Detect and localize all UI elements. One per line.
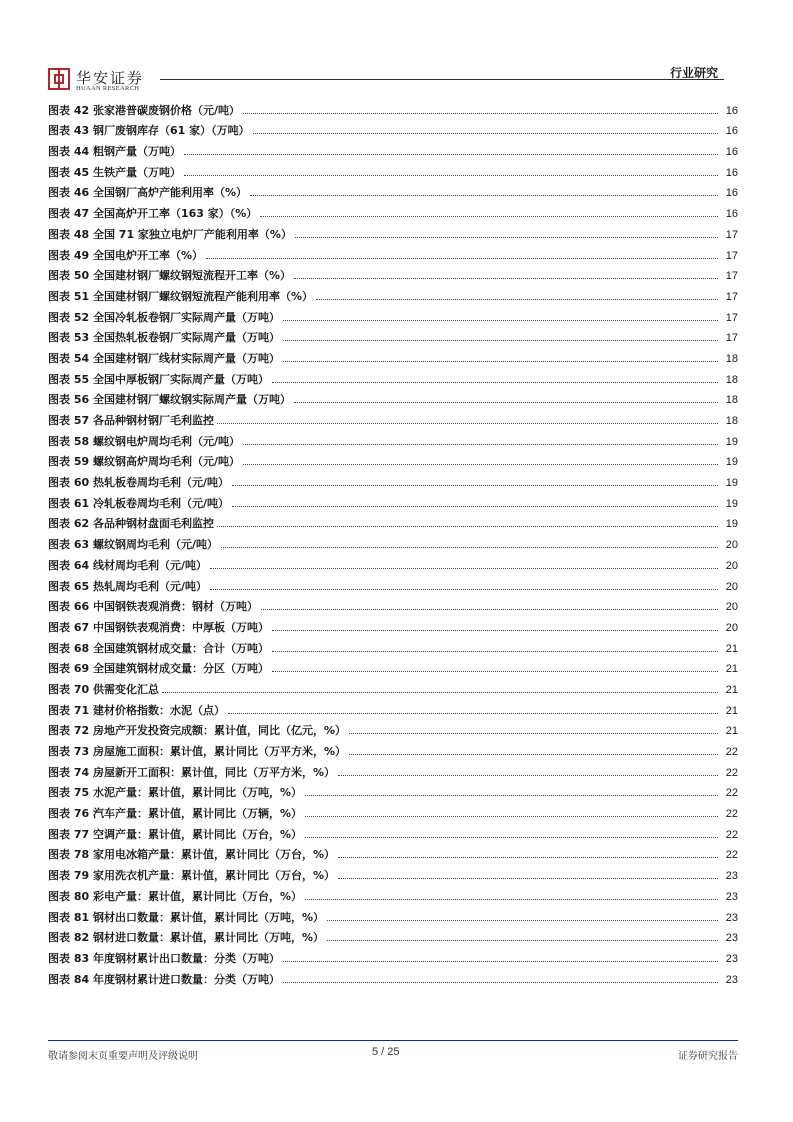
toc-entry[interactable] [48, 821, 738, 842]
toc-entry[interactable] [48, 263, 738, 284]
toc-entry[interactable] [48, 904, 738, 925]
dot-leader [250, 195, 718, 196]
toc-entry-page[interactable]: 23 [725, 973, 738, 986]
toc-entry-title[interactable]: 图表 46 全国钢厂高炉产能利用率（%） [48, 186, 247, 200]
dot-leader [294, 278, 718, 279]
toc-entry-page[interactable]: 17 [725, 270, 738, 283]
toc-entry-page[interactable]: 22 [725, 746, 738, 758]
dot-leader [162, 692, 718, 693]
toc-entry[interactable] [48, 159, 738, 180]
toc-entry-title[interactable]: 图表 72 房地产开发投资完成额：累计值，同比（亿元，%） [48, 724, 346, 738]
dot-leader [210, 589, 718, 590]
toc-entry-page[interactable]: 18 [725, 352, 738, 365]
toc-entry[interactable] [48, 635, 738, 656]
toc-entry-title[interactable]: 图表 52 全国冷轧板卷钢厂实际周产量（万吨） [48, 310, 280, 324]
toc-entry[interactable] [48, 221, 738, 242]
dot-leader [253, 133, 718, 134]
toc-entry-title[interactable]: 图表 78 家用电冰箱产量：累计值，累计同比（万台，%） [48, 848, 335, 862]
dot-leader [243, 444, 718, 445]
dot-leader [210, 568, 718, 569]
toc-entry-title[interactable]: 图表 57 各品种钢材钢厂毛利监控 [48, 414, 214, 427]
toc-entry-title[interactable]: 图表 80 彩电产量：累计值，累计同比（万台，%） [48, 889, 302, 903]
toc-entry[interactable] [48, 180, 738, 201]
dot-leader [272, 671, 718, 672]
toc-entry[interactable] [48, 531, 738, 552]
dot-leader [261, 609, 718, 610]
dot-leader [228, 713, 718, 714]
toc-entry[interactable] [48, 552, 738, 573]
toc-entry-title[interactable]: 图表 58 螺纹钢电炉周均毛利（元/吨） [48, 434, 240, 448]
dot-leader [206, 258, 718, 259]
toc-entry-page[interactable]: 16 [725, 187, 738, 200]
brand-name: 华安证券 [76, 69, 145, 87]
toc-entry[interactable] [48, 759, 738, 780]
toc-entry-page[interactable]: 23 [725, 890, 738, 903]
toc-entry-title[interactable]: 图表 69 全国建筑钢材成交量：分区（万吨） [48, 662, 269, 676]
dot-leader [184, 175, 718, 176]
dot-leader [305, 837, 718, 838]
toc-entry[interactable] [48, 366, 738, 387]
dot-leader [316, 299, 718, 300]
toc-entry-page[interactable]: 17 [725, 290, 738, 303]
toc-entry[interactable] [48, 925, 738, 946]
toc-entry-page[interactable]: 16 [725, 104, 738, 117]
toc-entry-page[interactable]: 17 [725, 228, 738, 241]
toc-entry-page[interactable]: 16 [725, 125, 738, 138]
dot-leader [305, 795, 718, 796]
toc-entry-title[interactable]: 图表 53 全国热轧板卷钢厂实际周产量（万吨） [48, 331, 280, 345]
toc-entry[interactable] [48, 490, 738, 511]
toc-entry[interactable] [48, 511, 738, 532]
toc-entry[interactable] [48, 200, 738, 221]
page-header [48, 64, 724, 94]
toc-entry-page[interactable]: 18 [725, 415, 738, 427]
toc-entry-page[interactable]: 21 [725, 663, 738, 676]
toc-entry-page[interactable]: 21 [725, 704, 738, 717]
footer-doc-type: 证券研究报告 [678, 1051, 738, 1062]
toc-entry[interactable] [48, 966, 738, 987]
dot-leader [272, 382, 718, 383]
toc-entry-title[interactable]: 图表 73 房屋施工面积：累计值，累计同比（万平方米，%） [48, 745, 346, 758]
toc-entry-page[interactable]: 23 [725, 932, 738, 945]
dot-leader [217, 526, 718, 527]
toc-entry[interactable] [48, 676, 738, 697]
toc-entry-title[interactable]: 图表 54 全国建材钢厂线材实际周产量（万吨） [48, 351, 280, 365]
toc-entry-page[interactable]: 22 [725, 828, 738, 841]
toc-entry-page[interactable]: 16 [725, 146, 738, 159]
toc-entry[interactable] [48, 883, 738, 904]
toc-entry-page[interactable]: 23 [725, 870, 738, 883]
toc-entry-page[interactable]: 17 [725, 332, 738, 345]
toc-entry[interactable] [48, 614, 738, 635]
toc-entry-page[interactable]: 18 [725, 373, 738, 386]
toc-entry-page[interactable]: 19 [725, 497, 738, 510]
toc-entry[interactable] [48, 407, 738, 428]
toc-entry-title[interactable]: 图表 63 螺纹钢周均毛利（元/吨） [48, 538, 218, 552]
toc-entry-page[interactable]: 16 [725, 208, 738, 221]
dot-leader [283, 982, 718, 983]
toc-entry-title[interactable]: 图表 65 热轧周均毛利（元/吨） [48, 579, 207, 593]
dot-leader [305, 899, 718, 900]
company-logo-icon [48, 68, 70, 90]
toc-entry[interactable] [48, 138, 738, 159]
toc-entry-page[interactable]: 20 [725, 601, 738, 614]
dot-leader [338, 775, 718, 776]
toc-entry-title[interactable]: 图表 75 水泥产量：累计值，累计同比（万吨，%） [48, 786, 302, 800]
toc-entry[interactable] [48, 945, 738, 966]
dot-leader [243, 113, 718, 114]
brand-name-en: HUAAN RESEARCH [76, 85, 140, 92]
toc-entry-title[interactable]: 图表 68 全国建筑钢材成交量：合计（万吨） [48, 641, 269, 655]
dot-leader [260, 216, 718, 217]
toc-entry-title[interactable]: 图表 50 全国建材钢厂螺纹钢短流程开工率（%） [48, 269, 291, 283]
toc-entry[interactable] [48, 449, 738, 470]
dot-leader [184, 154, 718, 155]
toc-entry-page[interactable]: 22 [725, 766, 738, 779]
toc-entry-page[interactable]: 23 [725, 952, 738, 965]
toc-entry-title[interactable]: 图表 60 热轧板卷周均毛利（元/吨） [48, 476, 229, 490]
toc-entry-title[interactable]: 图表 59 螺纹钢高炉周均毛利（元/吨） [48, 455, 240, 469]
toc-entry-page[interactable]: 19 [725, 518, 738, 531]
dot-leader [295, 237, 718, 238]
toc-entry[interactable] [48, 283, 738, 304]
toc-entry-title[interactable]: 图表 44 粗钢产量（万吨） [48, 145, 181, 159]
dot-leader [327, 940, 718, 941]
dot-leader [338, 857, 718, 858]
section-title: 行业研究 [669, 66, 718, 80]
toc-entry[interactable] [48, 469, 738, 490]
toc-entry[interactable] [48, 718, 738, 739]
toc-entry-page[interactable]: 16 [725, 166, 738, 179]
dot-leader [327, 920, 718, 921]
toc-entry-title[interactable]: 图表 47 全国高炉开工率（163 家）（%） [48, 207, 258, 221]
toc-entry-page[interactable]: 20 [725, 539, 738, 552]
toc-entry-title[interactable]: 图表 81 钢材出口数量：累计值，累计同比（万吨，%） [48, 910, 324, 924]
toc-entry-title[interactable]: 图表 43 钢厂废钢库存（61 家）（万吨） [48, 124, 250, 138]
toc-entry-page[interactable]: 17 [725, 249, 738, 262]
dot-leader [272, 630, 718, 631]
dot-leader [221, 547, 718, 548]
dot-leader [338, 878, 718, 879]
toc-entry-page[interactable]: 19 [725, 435, 738, 448]
toc-entry-title[interactable]: 图表 71 建材价格指数：水泥（点） [48, 703, 225, 717]
dot-leader [294, 402, 718, 403]
toc-entry[interactable] [48, 97, 738, 118]
toc-entry[interactable] [48, 345, 738, 366]
footer-divider [48, 1040, 738, 1041]
footer-disclaimer: 敬请参阅末页重要声明及评级说明 [48, 1051, 198, 1062]
toc-entry-title[interactable]: 图表 64 线材周均毛利（元/吨） [48, 558, 207, 572]
dot-leader [232, 485, 718, 486]
toc-entry-title[interactable]: 图表 51 全国建材钢厂螺纹钢短流程产能利用率（%） [48, 289, 313, 303]
toc-entry-page[interactable]: 19 [725, 456, 738, 469]
toc-entry[interactable] [48, 800, 738, 821]
toc-entry[interactable] [48, 738, 738, 759]
toc-entry-page[interactable]: 22 [725, 849, 738, 862]
toc-entry-title[interactable]: 图表 77 空调产量：累计值，累计同比（万台，%） [48, 827, 302, 841]
dot-leader [283, 320, 718, 321]
header-divider [160, 79, 724, 80]
page-indicator: 5 / 25 [372, 1046, 400, 1058]
toc-entry-title[interactable]: 图表 61 冷轧板卷周均毛利（元/吨） [48, 496, 229, 510]
dot-leader [232, 506, 718, 507]
toc-entry-title[interactable]: 图表 66 中国钢铁表观消费：钢材（万吨） [48, 600, 258, 614]
toc-entry-title[interactable]: 图表 67 中国钢铁表观消费：中厚板（万吨） [48, 620, 269, 634]
toc-entry-title[interactable]: 图表 82 钢材进口数量：累计值，累计同比（万吨，%） [48, 931, 324, 945]
toc-entry-title[interactable]: 图表 42 张家港普碳废钢价格（元/吨） [48, 103, 240, 117]
toc-entry-title[interactable]: 图表 48 全国 71 家独立电炉厂产能利用率（%） [48, 227, 292, 241]
toc-entry[interactable] [48, 697, 738, 718]
toc-entry[interactable] [48, 573, 738, 594]
toc-entry-page[interactable]: 20 [725, 621, 738, 634]
toc-entry-page[interactable]: 17 [725, 311, 738, 324]
toc-entry-page[interactable]: 19 [725, 477, 738, 490]
toc-entry-page[interactable]: 23 [725, 911, 738, 924]
toc-entry-page[interactable]: 18 [725, 394, 738, 407]
toc-entry-title[interactable]: 图表 74 房屋新开工面积：累计值，同比（万平方米，%） [48, 765, 335, 779]
toc-entry[interactable] [48, 387, 738, 408]
dot-leader [283, 361, 718, 362]
toc-entry-title[interactable]: 图表 70 供需变化汇总 [48, 682, 159, 696]
dot-leader [243, 464, 718, 465]
dot-leader [217, 423, 718, 424]
toc-entry-page[interactable]: 21 [725, 725, 738, 738]
toc-entry-title[interactable]: 图表 76 汽车产量：累计值，累计同比（万辆，%） [48, 807, 302, 821]
toc-entry[interactable] [48, 656, 738, 677]
toc-entry[interactable] [48, 780, 738, 801]
toc-entry-page[interactable]: 20 [725, 559, 738, 572]
toc-entry[interactable] [48, 862, 738, 883]
toc-entry[interactable] [48, 304, 738, 325]
toc-entry-page[interactable]: 22 [725, 808, 738, 821]
toc-entry[interactable] [48, 594, 738, 615]
toc-entry[interactable] [48, 118, 738, 139]
toc-entry-title[interactable]: 图表 79 家用洗衣机产量：累计值，累计同比（万台，%） [48, 869, 335, 883]
toc-entry[interactable] [48, 428, 738, 449]
toc-entry-title[interactable]: 图表 62 各品种钢材盘面毛利监控 [48, 517, 214, 531]
toc-entry-title[interactable]: 图表 83 年度钢材累计出口数量：分类（万吨） [48, 951, 280, 965]
toc-entry-title[interactable]: 图表 56 全国建材钢厂螺纹钢实际周产量（万吨） [48, 393, 291, 407]
toc-entry-title[interactable]: 图表 45 生铁产量（万吨） [48, 165, 181, 179]
dot-leader [305, 816, 718, 817]
toc-entry-page[interactable]: 21 [725, 642, 738, 655]
dot-leader [349, 733, 718, 734]
toc-entry[interactable] [48, 842, 738, 863]
toc-entry-title[interactable]: 图表 49 全国电炉开工率（%） [48, 248, 203, 262]
dot-leader [283, 340, 718, 341]
toc-entry-page[interactable]: 20 [725, 580, 738, 593]
table-of-figures [48, 97, 738, 987]
dot-leader [349, 754, 718, 755]
toc-entry[interactable] [48, 242, 738, 263]
dot-leader [272, 651, 718, 652]
toc-entry-title[interactable]: 图表 84 年度钢材累计进口数量：分类（万吨） [48, 972, 280, 986]
toc-entry[interactable] [48, 325, 738, 346]
toc-entry-page[interactable]: 22 [725, 787, 738, 800]
toc-entry-title[interactable]: 图表 55 全国中厚板钢厂实际周产量（万吨） [48, 372, 269, 386]
dot-leader [283, 961, 718, 962]
toc-entry-page[interactable]: 21 [725, 683, 738, 696]
